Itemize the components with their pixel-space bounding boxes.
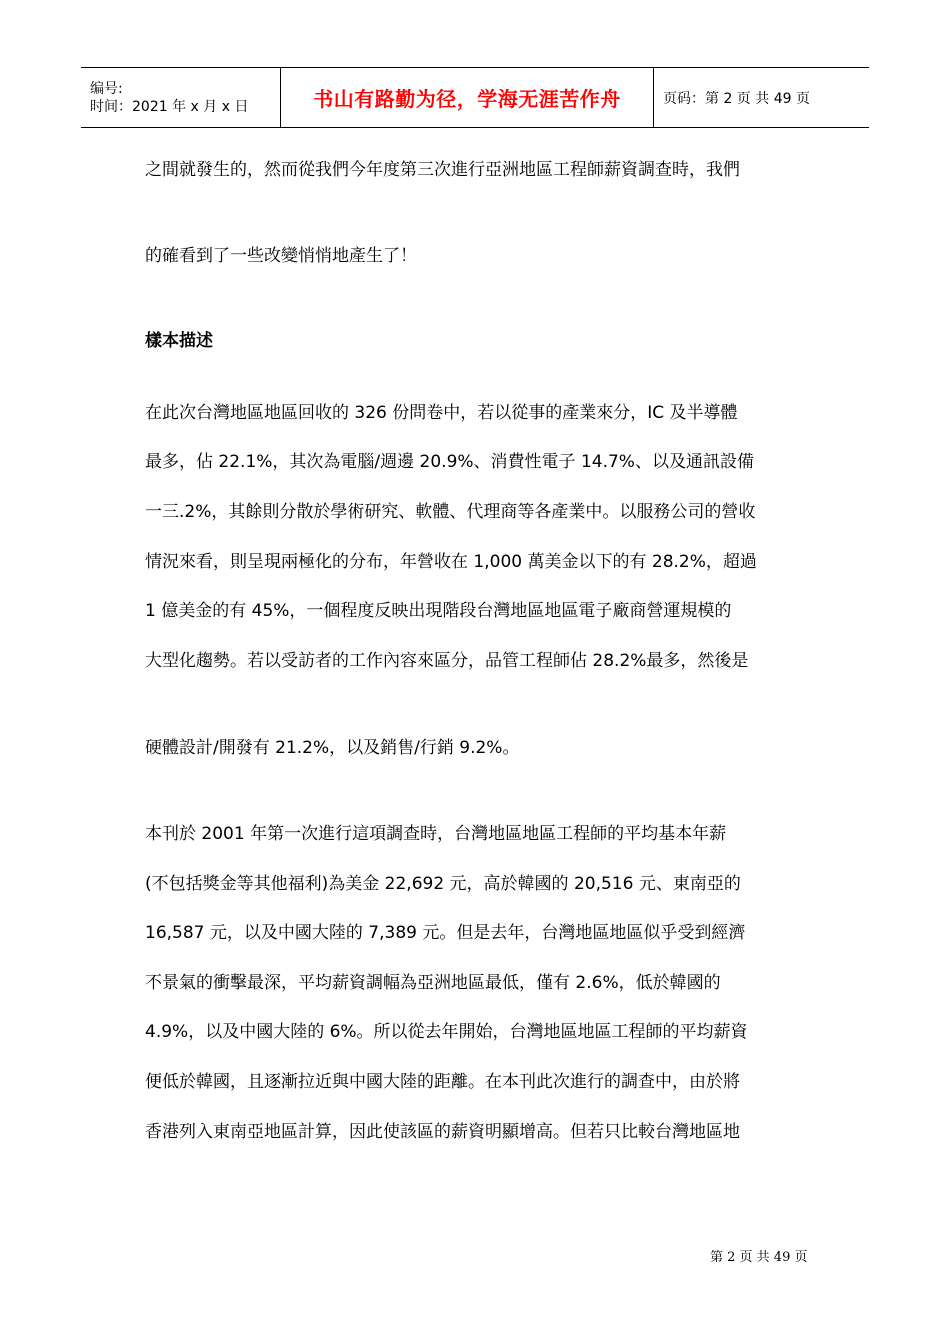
- body-text-line: 之間就發生的，然而從我們今年度第三次進行亞洲地區工程師薪資調查時，我們: [145, 160, 740, 180]
- body-text-line: 一三.2%，其餘則分散於學術研究、軟體、代理商等各產業中。以服務公司的營收: [145, 502, 756, 522]
- body-text-line: 情況來看，則呈現兩極化的分布，年營收在 1,000 萬美金以下的有 28.2%，超過: [145, 552, 757, 572]
- header-page-cell: [654, 68, 869, 127]
- body-text-line: 不景氣的衝擊最深，平均薪資調幅為亞洲地區最低，僅有 2.6%，低於韓國的: [145, 973, 721, 993]
- section-heading: 樣本描述: [145, 331, 213, 351]
- footer-page-number: 第 2 页 共 49 页: [710, 1250, 808, 1265]
- document-date-label: 时间：2021 年 x 月 x 日: [90, 98, 249, 115]
- body-text-line: 的確看到了一些改變悄悄地產生了！: [145, 246, 417, 266]
- header-page-number: 页码：第 2 页 共 49 页: [663, 90, 810, 107]
- header-motto: 书山有路勤为径，学海无涯苦作舟: [313, 87, 621, 111]
- body-text-line: (不包括獎金等其他福利)為美金 22,692 元，高於韓國的 20,516 元、東南亞的: [145, 874, 741, 894]
- body-text-line: 在此次台灣地區地區回收的 326 份問卷中，若以從事的產業來分，IC 及半導體: [145, 403, 738, 423]
- body-text-line: 1 億美金的有 45%，一個程度反映出現階段台灣地區地區電子廠商營運規模的: [145, 601, 732, 621]
- header-motto-cell: [281, 68, 654, 127]
- body-text-line: 4.9%，以及中國大陸的 6%。所以從去年開始，台灣地區地區工程師的平均薪資: [145, 1022, 748, 1042]
- body-text-line: 最多，佔 22.1%，其次為電腦/週邊 20.9%、消費性電子 14.7%、以及通訊設備: [145, 452, 754, 472]
- body-text-line: 香港列入東南亞地區計算，因此使該區的薪資明顯增高。但若只比較台灣地區地: [145, 1122, 740, 1142]
- document-number-label: 编号:: [90, 80, 123, 97]
- body-text-line: 硬體設計/開發有 21.2%，以及銷售/行銷 9.2%。: [145, 738, 520, 758]
- body-text-line: 本刊於 2001 年第一次進行這項調查時，台灣地區地區工程師的平均基本年薪: [145, 824, 727, 844]
- page-header: [81, 67, 869, 128]
- body-text-line: 大型化趨勢。若以受訪者的工作內容來區分，品管工程師佔 28.2%最多，然後是: [145, 651, 749, 671]
- body-text-line: 便低於韓國，且逐漸拉近與中國大陸的距離。在本刊此次進行的調查中，由於將: [145, 1072, 740, 1092]
- body-text-line: 16,587 元，以及中國大陸的 7,389 元。但是去年，台灣地區地區似乎受到經濟: [145, 923, 746, 943]
- header-meta: [81, 68, 281, 127]
